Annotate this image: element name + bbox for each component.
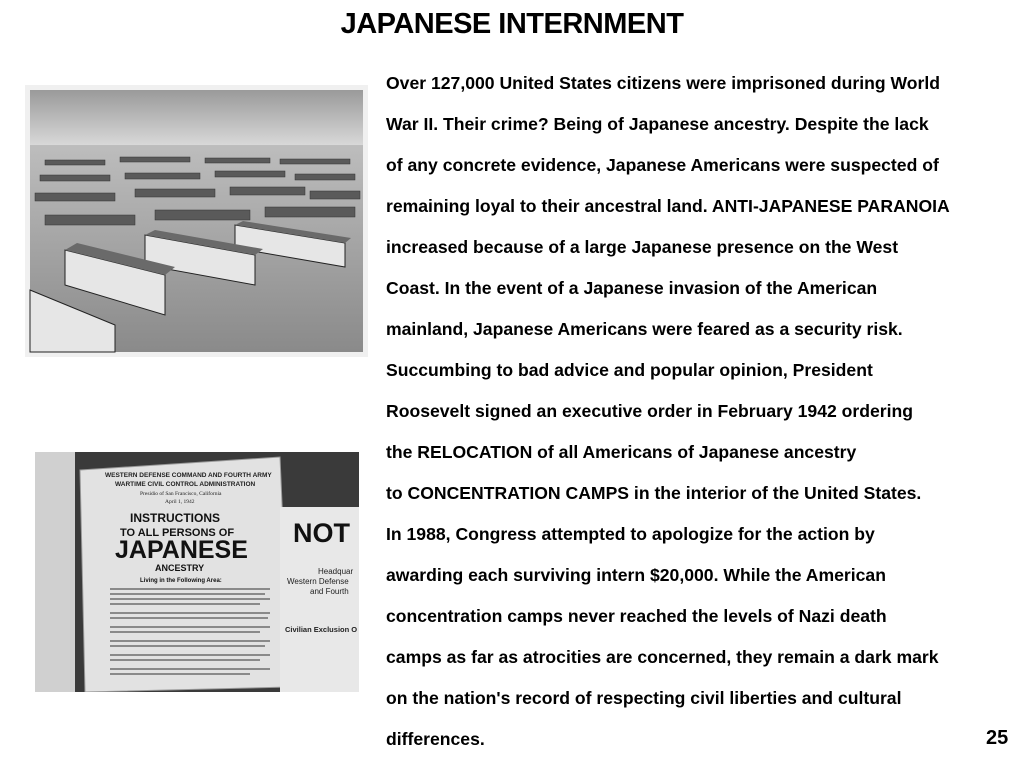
body-line: In 1988, Congress attempted to apologize for the action by [386, 524, 875, 544]
body-line: increased because of a large Japanese presence on the West [386, 237, 899, 257]
poster-japanese: JAPANESE [115, 536, 248, 564]
body-line: Over 127,000 United States citizens were imprisoned during World [386, 73, 941, 93]
body-line: of any concrete evidence, Japanese Americans were suspected of [386, 155, 939, 175]
poster-hq-1: Headquar [318, 567, 354, 576]
poster-ancestry: ANCESTRY [155, 563, 205, 573]
body-line: to CONCENTRATION CAMPS in the interior of the United States. [386, 483, 922, 503]
body-line: the RELOCATION of all Americans of Japanese ancestry [386, 442, 857, 462]
body-line: concentration camps never reached the levels of Nazi death [386, 606, 887, 626]
internment-camp-photo [25, 85, 368, 357]
body-line: awarding each surviving intern $20,000. While the American [386, 565, 886, 585]
body-line: Coast. In the event of a Japanese invasion of the American [386, 278, 878, 298]
poster-header-2: WARTIME CIVIL CONTROL ADMINISTRATION [115, 481, 256, 488]
poster-living: Living in the Following Area: [140, 578, 222, 584]
poster-date: April 1, 1942 [165, 499, 195, 505]
body-line: on the nation's record of respecting civil liberties and cultural [386, 688, 902, 708]
body-line: Succumbing to bad advice and popular opinion, President [386, 360, 873, 380]
poster-header-3: Presidio of San Francisco, California [140, 491, 222, 497]
body-text [386, 63, 1016, 760]
poster-civilian: Civilian Exclusion O [285, 625, 358, 634]
poster-notice: NOT [293, 518, 350, 548]
body-line: War II. Their crime? Being of Japanese ancestry. Despite the lack [386, 114, 929, 134]
body-line: remaining loyal to their ancestral land. ANTI-JAPANESE PARANOIA [386, 196, 950, 216]
body-line: Roosevelt signed an executive order in February 1942 ordering [386, 401, 914, 421]
slide-title: JAPANESE INTERNMENT [340, 8, 684, 40]
exclusion-order-poster-photo [35, 452, 359, 692]
poster-hq-3: and Fourth [310, 587, 349, 596]
body-line: differences. [386, 729, 485, 749]
poster-header-1: WESTERN DEFENSE COMMAND AND FOURTH ARMY [105, 472, 272, 479]
poster-hq-2: Western Defense [287, 577, 349, 586]
poster-to-all: TO ALL PERSONS OF [120, 527, 235, 539]
body-line: camps as far as atrocities are concerned, they remain a dark mark [386, 647, 939, 667]
body-line: mainland, Japanese Americans were feared as a security risk. [386, 319, 903, 339]
poster-instructions: INSTRUCTIONS [130, 511, 220, 525]
page-number: 25 [986, 727, 1009, 749]
